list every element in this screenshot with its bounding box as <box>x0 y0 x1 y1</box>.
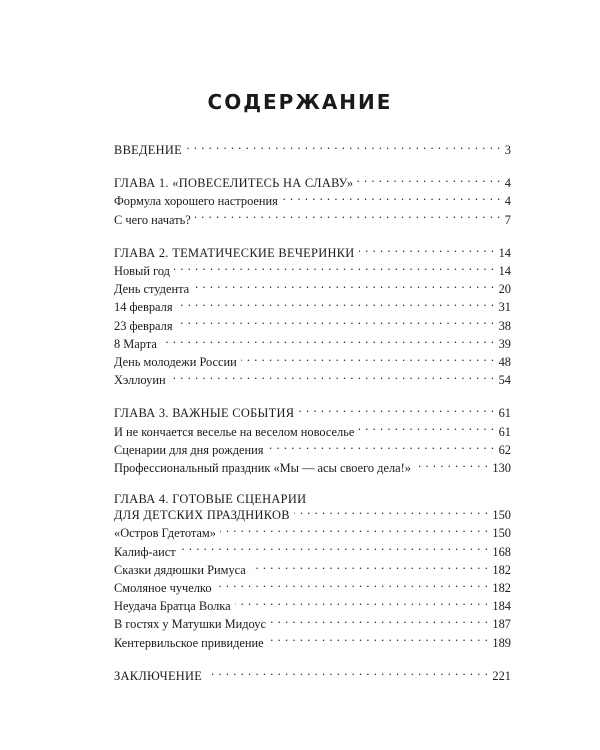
toc-page-number: 221 <box>492 668 511 683</box>
toc-page-number: 39 <box>498 336 511 351</box>
toc-entry-title: И не кончается веселье на веселом новоселье <box>114 424 355 439</box>
dot-leader <box>357 175 500 187</box>
dot-leader <box>186 142 501 154</box>
toc-entry[interactable] <box>114 353 511 371</box>
toc-page-number: 48 <box>498 355 511 370</box>
toc-entry-title: Сценарии для дня рождения <box>114 442 264 457</box>
toc-entry[interactable] <box>114 262 511 280</box>
toc-page-number: 150 <box>492 508 511 523</box>
toc-entry[interactable] <box>114 561 511 579</box>
toc-entry[interactable] <box>114 298 511 316</box>
toc-entry-title: День студента <box>114 282 190 297</box>
toc-page-number: 184 <box>492 599 511 614</box>
dot-leader <box>270 616 488 628</box>
dot-leader <box>177 318 495 330</box>
toc-page-number: 62 <box>498 442 511 457</box>
toc-page-number: 20 <box>498 282 511 297</box>
dot-leader <box>294 507 489 519</box>
dot-leader <box>216 580 489 592</box>
toc-entry-title: Кентервильское привидение <box>114 635 264 650</box>
toc-entry-title: «Остров Гдетотам» <box>114 526 216 541</box>
toc-entry-title: ДЛЯ ДЕТСКИХ ПРАЗДНИКОВ <box>114 508 290 523</box>
toc-page-number: 168 <box>492 544 511 559</box>
dot-leader <box>235 598 489 610</box>
toc-entry[interactable] <box>114 634 511 652</box>
toc-entry[interactable] <box>114 597 511 615</box>
toc-entry[interactable] <box>114 441 511 459</box>
toc-entry[interactable] <box>114 280 511 298</box>
toc-entry-title: ЗАКЛЮЧЕНИЕ <box>114 668 203 683</box>
dot-leader <box>206 668 488 680</box>
toc-section <box>114 492 511 652</box>
toc-entry-title: Сказки дядюшки Римуса <box>114 562 246 577</box>
toc-chapter-entry[interactable] <box>114 667 511 685</box>
toc-chapter-entry[interactable] <box>114 404 511 422</box>
dot-leader <box>268 442 495 454</box>
toc-page-number: 130 <box>492 461 511 476</box>
toc-entry-title: Калиф-аист <box>114 544 176 559</box>
toc-entry-title: День молодежи России <box>114 355 237 370</box>
toc-entry-title: ГЛАВА 3. ВАЖНЫЕ СОБЫТИЯ <box>114 406 295 421</box>
dot-leader <box>174 263 495 275</box>
toc-page-number: 189 <box>492 635 511 650</box>
toc-page-number: 4 <box>504 176 511 191</box>
dot-leader <box>298 405 494 417</box>
toc-section <box>114 141 511 159</box>
toc-page-number: 3 <box>504 143 511 157</box>
table-of-contents <box>114 141 511 700</box>
dot-leader <box>195 212 501 224</box>
toc-page-number: 54 <box>498 373 511 388</box>
toc-page-number: 7 <box>504 212 511 227</box>
toc-entry[interactable] <box>114 192 511 210</box>
dot-leader <box>161 336 495 348</box>
toc-entry[interactable] <box>114 459 511 477</box>
toc-section <box>114 174 511 229</box>
toc-entry[interactable] <box>114 543 511 561</box>
toc-page-number: 150 <box>492 526 511 541</box>
toc-entry[interactable] <box>114 579 511 597</box>
toc-entry-title: 23 февраля <box>114 318 173 333</box>
toc-entry[interactable] <box>114 211 511 229</box>
dot-leader <box>415 460 488 472</box>
dot-leader <box>193 281 494 293</box>
toc-page-number: 61 <box>498 424 511 439</box>
toc-entry-title: Неудача Братца Волка <box>114 599 231 614</box>
chapter-heading-line: ГЛАВА 4. ГОТОВЫЕ СЦЕНАРИИ <box>114 492 307 507</box>
toc-section <box>114 404 511 477</box>
dot-leader <box>250 562 489 574</box>
toc-page-number: 187 <box>492 617 511 632</box>
toc-entry-title: ВВЕДЕНИЕ <box>114 143 182 157</box>
toc-chapter-entry[interactable] <box>114 174 511 192</box>
toc-entry[interactable] <box>114 524 511 542</box>
toc-entry-title: Хэллоуин <box>114 373 166 388</box>
toc-entry[interactable] <box>114 423 511 441</box>
dot-leader <box>241 354 495 366</box>
dot-leader <box>170 372 495 384</box>
toc-entry[interactable] <box>114 317 511 335</box>
toc-page-number: 38 <box>498 318 511 333</box>
toc-entry-title: 14 февраля <box>114 300 173 315</box>
toc-entry[interactable] <box>114 335 511 353</box>
toc-page-number: 14 <box>498 264 511 279</box>
dot-leader <box>282 193 501 205</box>
toc-entry-title: В гостях у Матушки Мидоус <box>114 617 266 632</box>
toc-entry-title: 8 Марта <box>114 336 157 351</box>
toc-page-number: 31 <box>498 300 511 315</box>
toc-page-number: 182 <box>492 562 511 577</box>
toc-section <box>114 244 511 390</box>
dot-leader <box>359 245 495 257</box>
toc-entry[interactable] <box>114 371 511 389</box>
toc-entry-title: ГЛАВА 1. «ПОВЕСЕЛИТЕСЬ НА СЛАВУ» <box>114 176 354 191</box>
toc-page-number: 182 <box>492 581 511 596</box>
dot-leader <box>180 544 489 556</box>
toc-entry-title: Новый год <box>114 264 170 279</box>
toc-chapter-entry[interactable] <box>114 506 511 524</box>
toc-entry-title: Профессиональный праздник «Мы — асы своего дела!» <box>114 461 411 476</box>
toc-entry-title: Формула хорошего настроения <box>114 194 278 209</box>
toc-section <box>114 667 511 685</box>
toc-page-number: 4 <box>504 194 511 209</box>
dot-leader <box>268 635 489 647</box>
toc-entry-title: ГЛАВА 2. ТЕМАТИЧЕСКИЕ ВЕЧЕРИНКИ <box>114 245 355 260</box>
toc-chapter-entry[interactable] <box>114 141 511 159</box>
toc-chapter-entry[interactable] <box>114 244 511 262</box>
toc-page-number: 61 <box>498 406 511 421</box>
toc-page-number: 14 <box>498 245 511 260</box>
dot-leader <box>220 525 488 537</box>
toc-entry-title: С чего начать? <box>114 212 191 227</box>
page-title: содержание <box>207 82 393 116</box>
toc-entry-title: Смоляное чучелко <box>114 581 212 596</box>
dot-leader <box>177 299 495 311</box>
toc-entry[interactable] <box>114 615 511 633</box>
dot-leader <box>358 424 494 436</box>
